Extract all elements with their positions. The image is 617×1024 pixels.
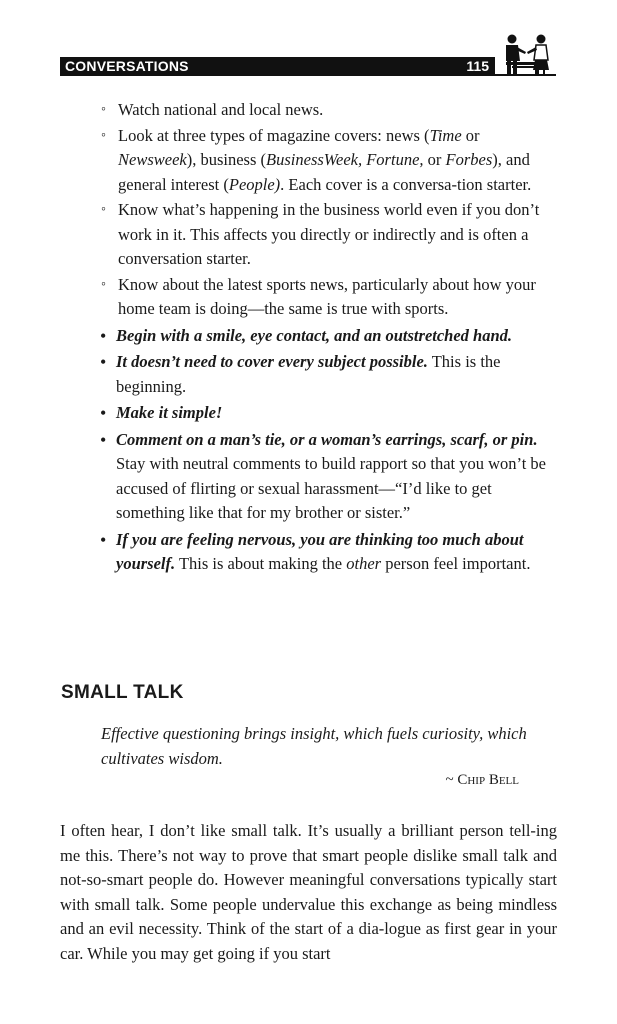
text-run: People)	[228, 174, 281, 194]
main-bullet-list	[60, 324, 560, 577]
list-item	[118, 273, 560, 322]
list-item	[118, 98, 560, 123]
page-number: 115	[466, 58, 489, 74]
text-run: Look at three types of magazine covers: news (	[118, 125, 430, 145]
list-item	[118, 124, 560, 198]
text-run: other	[346, 554, 382, 573]
list-item	[116, 324, 560, 349]
text-run: This is about making the	[175, 554, 347, 573]
epigraph-quote: Effective questioning brings insight, which fuels curiosity, which cultivates wisdom.	[101, 724, 527, 768]
text-run: Begin with a smile, eye contact, and an outstretched hand.	[116, 325, 513, 345]
sub-bullet-list	[60, 98, 560, 322]
quote-attribution: ~ Chip Bell	[445, 772, 519, 788]
text-run: Stay with neutral comments to build rapport so that you won’t be accused of flirting or sexual harassment—“I’d like to get something like that for my brother or sister.”	[116, 454, 547, 522]
text-run: It doesn’t need to cover every subject possible.	[116, 352, 428, 371]
text-run: Know about the latest sports news, particularly about how your home team is doing—the same is true with sports.	[118, 274, 536, 318]
handshake-icon	[498, 32, 556, 76]
text-run: or	[423, 150, 446, 169]
text-run: Forbes	[445, 150, 493, 169]
text-run: or	[461, 125, 480, 145]
text-run: ), and general interest (	[118, 150, 530, 194]
text-run: Newsweek	[118, 150, 187, 169]
list-item	[116, 528, 560, 577]
running-header	[60, 57, 495, 76]
text-run: Make it simple!	[116, 403, 223, 422]
text-run: Watch national and local news.	[118, 100, 324, 119]
section-heading: SMALL TALK	[61, 682, 184, 703]
list-item	[116, 350, 560, 399]
text-run: . Each cover is a conversa-tion starter.	[280, 174, 532, 194]
list-item	[116, 428, 560, 526]
text-run: person feel important.	[381, 554, 531, 573]
text-run: ), business (	[186, 150, 267, 169]
list-item	[116, 401, 560, 426]
body-paragraph: I often hear, I don’t like small talk. It’s usually a brilliant person tell-ing me this. There’s not way to prove that smart people dislike small talk and not-so-smart people do. However meaningful conversations typically start with small talk. Some people undervalue this exchange as being mindless and an evil necessity. Think of the start of a dia-logue as first gear in your car. While you may get going if you start	[60, 821, 557, 963]
text-run: Time	[429, 125, 462, 145]
text-run: BusinessWeek, Fortune,	[266, 150, 424, 169]
text-run: If you are feeling nervous, you are thinking too much about yourself.	[116, 529, 524, 573]
list-item	[118, 198, 560, 272]
tips-list-content	[60, 98, 560, 579]
chapter-title: CONVERSATIONS	[65, 58, 189, 74]
text-run: This is the beginning.	[116, 352, 501, 396]
text-run: Comment on a man’s tie, or a woman’s earrings, scarf, or pin.	[116, 429, 538, 449]
text-run: Know what’s happening in the business world even if you don’t work in it. This affects you directly or indirectly and is often a conversation starter.	[118, 200, 540, 268]
